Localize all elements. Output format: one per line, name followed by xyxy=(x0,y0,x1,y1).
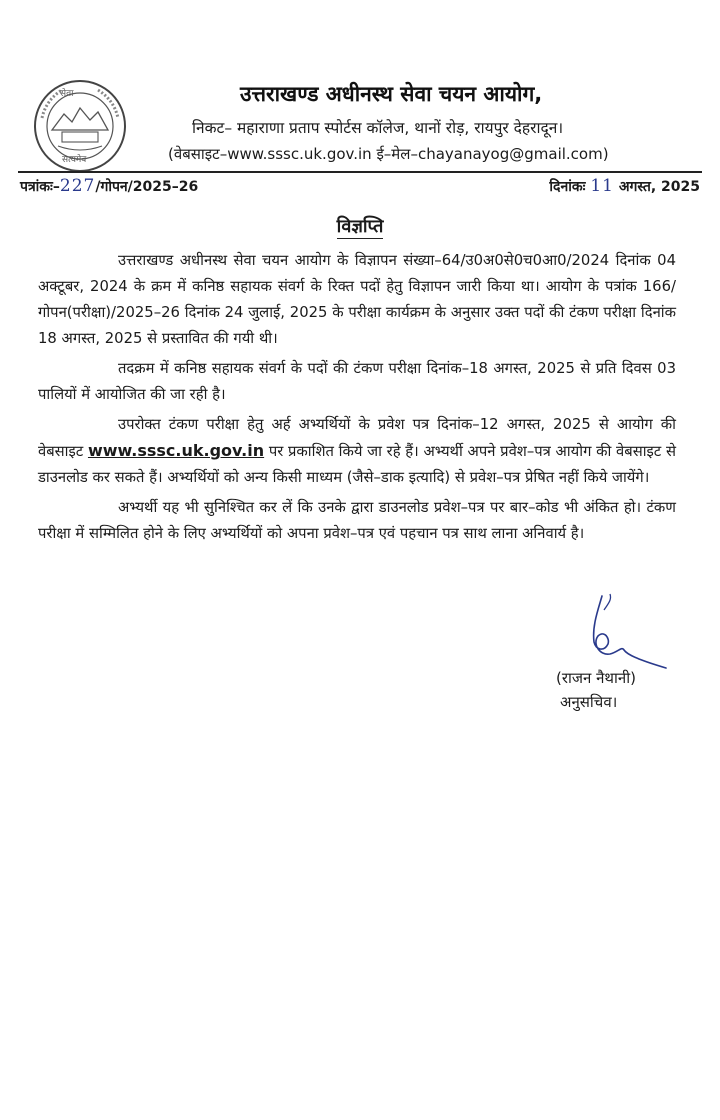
signatory-name: (राजन नैथानी) xyxy=(556,669,636,687)
letter-number xyxy=(20,176,198,196)
website-link[interactable]: www.sssc.uk.gov.in xyxy=(87,441,265,460)
notice-body xyxy=(38,248,676,551)
date-label: दिनांकः xyxy=(549,179,586,195)
signatory-designation: अनुसचिव। xyxy=(560,693,618,711)
reference-line xyxy=(20,176,700,198)
letter-number-handwritten: 227 xyxy=(59,176,96,196)
handwritten-signature-icon xyxy=(558,590,688,680)
commission-contact: (वेबसाइट–www.sssc.uk.gov.in ई–मेल–chayanayog@gmail.com) xyxy=(168,145,609,163)
notice-heading: विज्ञप्ति xyxy=(336,216,384,237)
seal-lettering: सेवा xyxy=(60,89,74,99)
paragraph-3 xyxy=(38,412,676,491)
letterhead-divider xyxy=(18,171,702,173)
commission-title: उत्तराखण्ड अधीनस्थ सेवा चयन आयोग, xyxy=(240,82,543,106)
paragraph-3-text-b: पर प्रकाशित किये जा रहे हैं। अभ्यर्थी अपने प्रवेश–पत्र आयोग की वेबसाइट से डाउनलोड कर सकते हैं। अभ्यर्थियों को अन्य किसी माध्यम (जैसे–डाक इत्यादि) से प्रवेश–पत्र प्रेषित नहीं किये जायेंगे। xyxy=(38,443,676,486)
letter-number-suffix: /गोपन/2025–26 xyxy=(95,179,199,195)
seal-motto: सत्यमेव xyxy=(62,155,87,165)
commission-address: निकट– महाराणा प्रताप स्पोर्टस कॉलेज, थानों रोड़, रायपुर देहरादून। xyxy=(192,119,564,137)
paragraph-1: उत्तराखण्ड अधीनस्थ सेवा चयन आयोग के विज्ञापन संख्या–64/उ0अ0से0च0आ0/2024 दिनांक 04 अक्टूबर, 2024 के क्रम में कनिष्ठ सहायक संवर्ग के रिक्त पदों हेतु विज्ञापन जारी किया था। आयोग के पत्रांक 166/गोपन(परीक्षा)/2025–26 दिनांक 24 जुलाई, 2025 के परीक्षा कार्यक्रम के अनुसार उक्त पदों की टंकण परीक्षा दिनांक 18 अगस्त, 2025 से प्रस्तावित की गयी थी। xyxy=(38,252,677,347)
paragraph-3-text-a: उपरोक्त टंकण परीक्षा हेतु अर्ह अभ्यर्थियों के प्रवेश पत्र दिनांक–12 अगस्त, 2025 से आयोग की वेबसाइट xyxy=(38,416,676,460)
date-rest: अगस्त, 2025 xyxy=(618,179,700,195)
paragraph-2: तदक्रम में कनिष्ठ सहायक संवर्ग के पदों की टंकण परीक्षा दिनांक–18 अगस्त, 2025 से प्रति दिवस 03 पालियों में आयोजित की जा रही है। xyxy=(38,360,676,403)
letter-number-label: पत्रांकः– xyxy=(20,179,60,195)
date-day-handwritten: 11 xyxy=(590,176,614,196)
paragraph-4: अभ्यर्थी यह भी सुनिश्चित कर लें कि उनके द्वारा डाउनलोड प्रवेश–पत्र पर बार–कोड भी अंकित हो। टंकण परीक्षा में सम्मिलित होने के लिए अभ्यर्थियों को अपना प्रवेश–पत्र एवं पहचान पत्र साथ लाना अनिवार्य है। xyxy=(38,499,676,542)
letter-date xyxy=(549,176,700,196)
